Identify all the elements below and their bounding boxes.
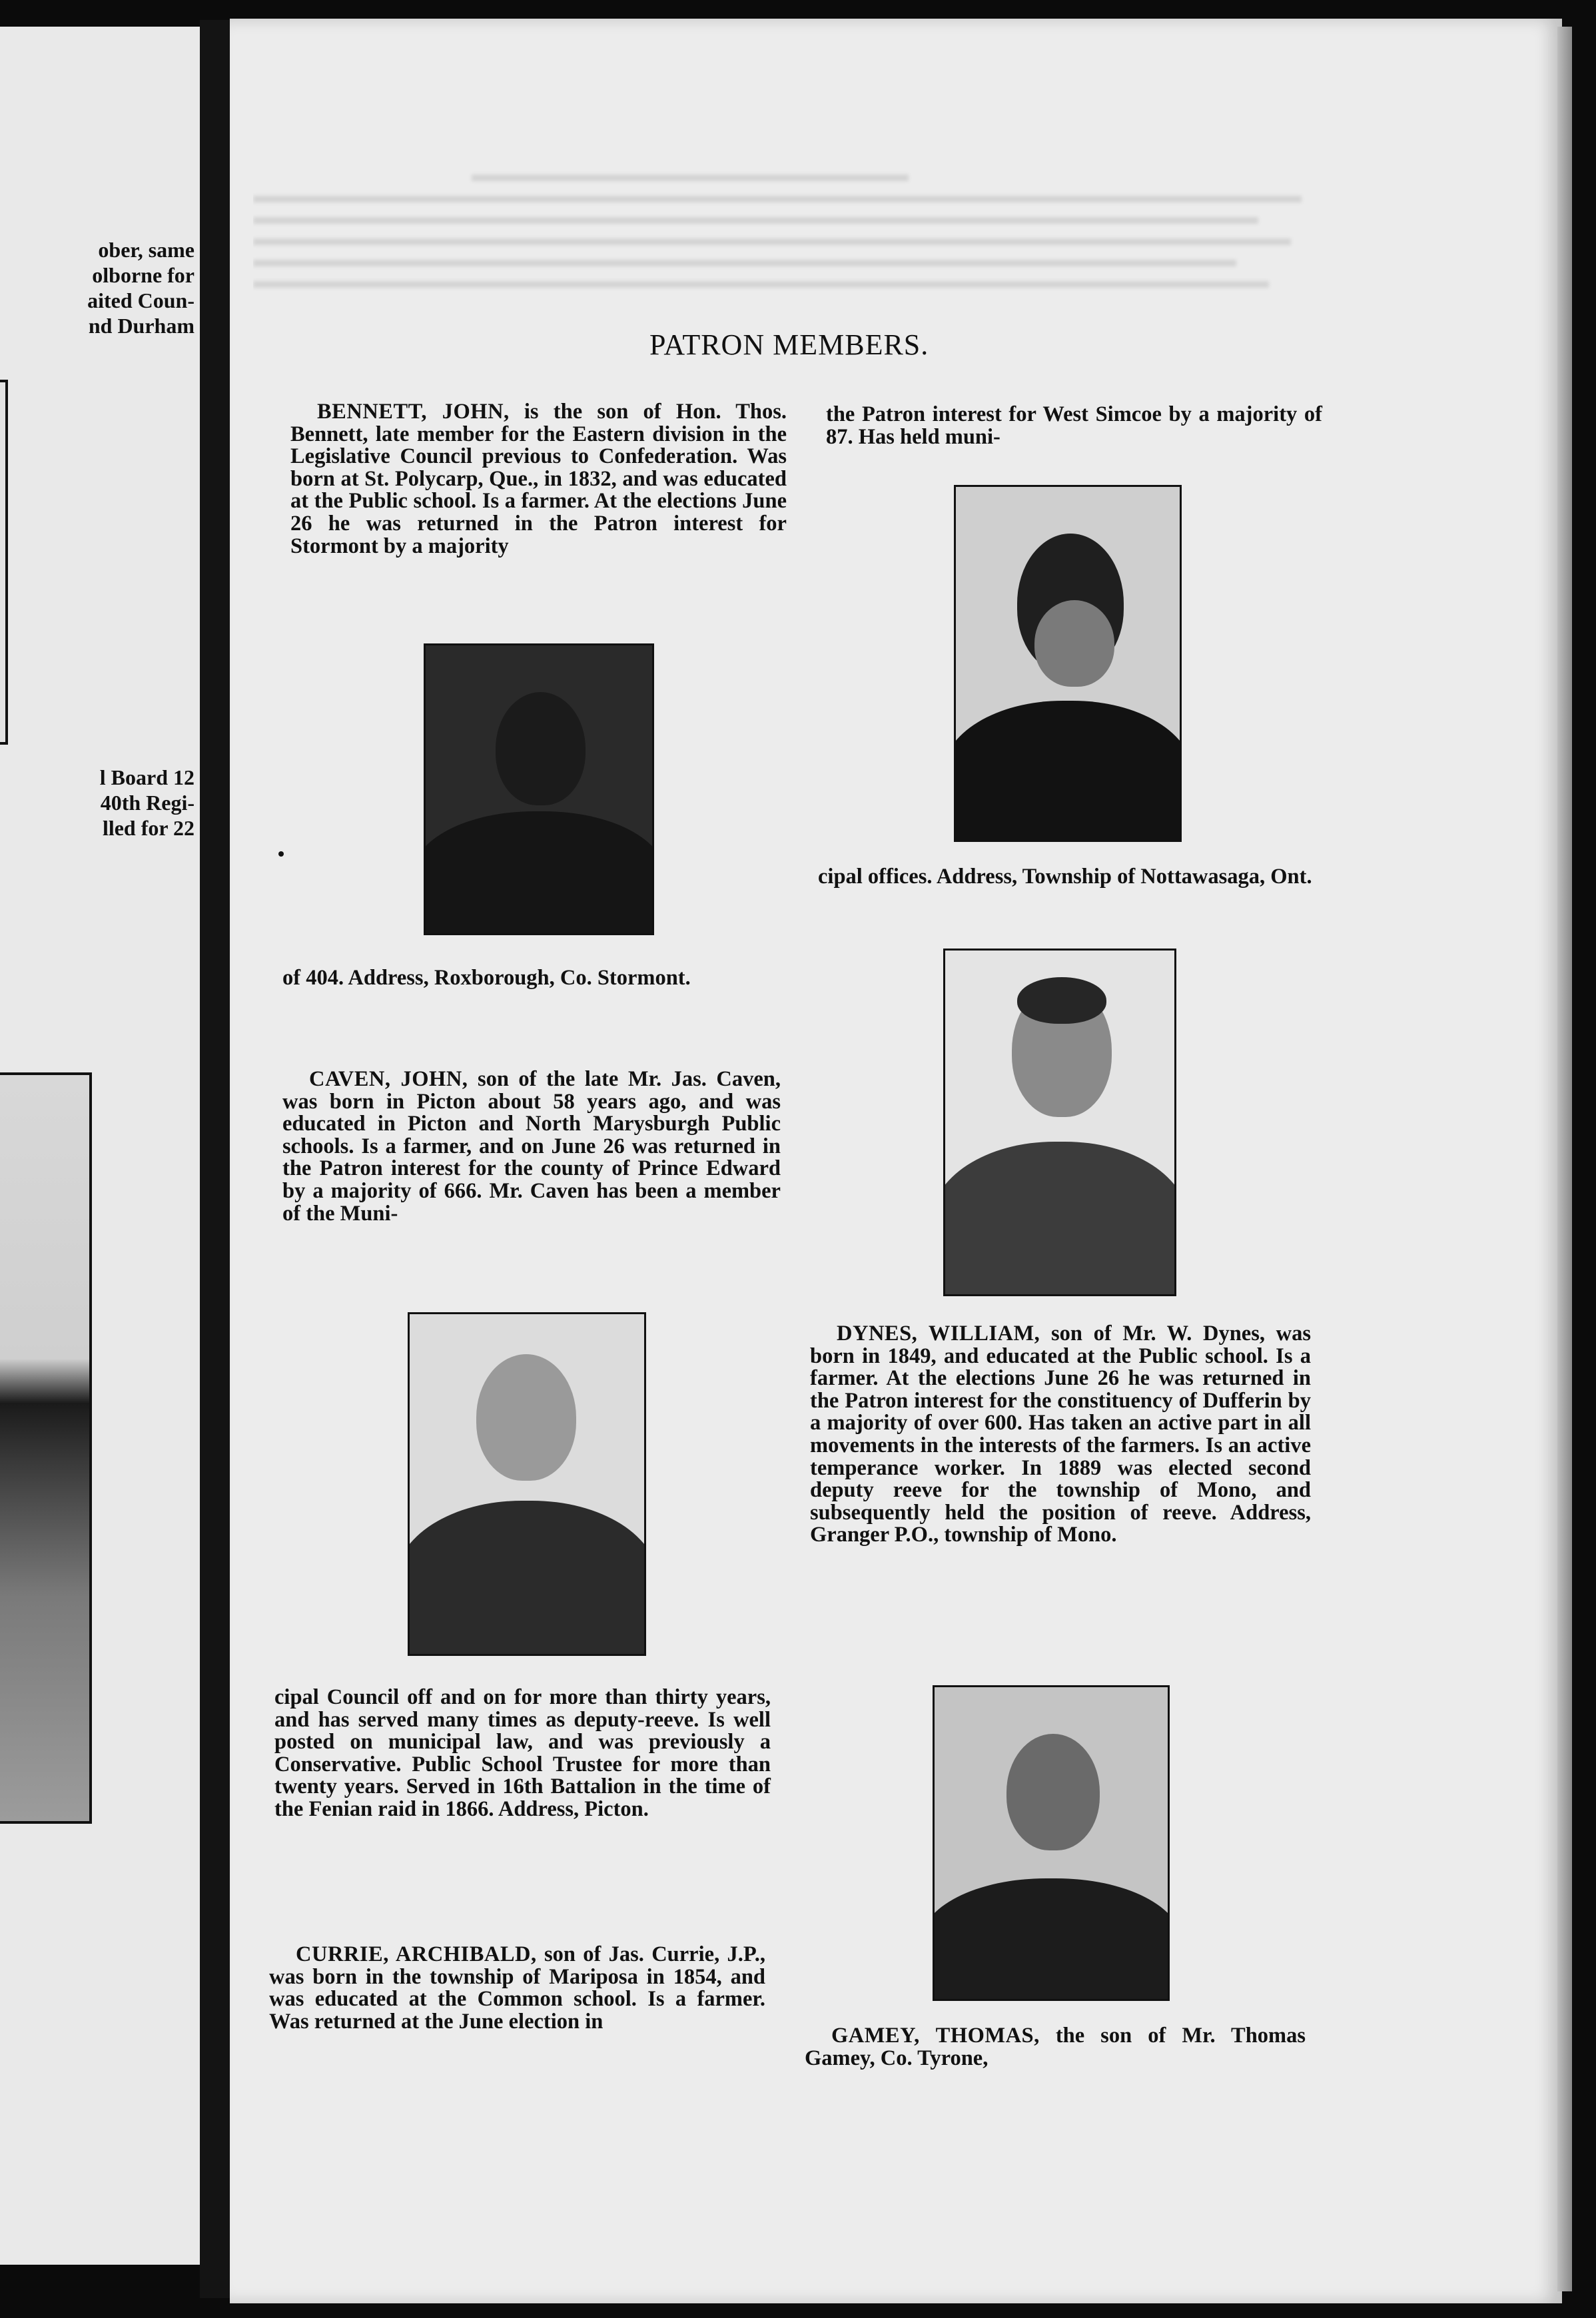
entry-text: of 404. Address, Roxborough, Co. Stormont.	[282, 966, 691, 990]
entry-text: the Patron interest for West Simcoe by a majority of 87. Has held muni-	[826, 402, 1322, 449]
entry-simcoe-part2	[818, 866, 1314, 889]
page-heading: PATRON MEMBERS.	[649, 328, 929, 361]
entry-text: son of the late Mr. Jas. Caven, was born in Picton about 58 years ago, and was educated in Picton and North Marysburgh Public schools. Is a farmer, and on June 26 was returned in the Patron interest for the county of Prince Edward by a majority of 666. Mr. Caven has been a member of the Muni-	[282, 1067, 781, 1226]
page-edge	[1557, 27, 1572, 2291]
entry-text: son of Jas. Currie, J.P., was born in the township of Mariposa in 1854, and was educated at the Common school. Is a farmer. Was returned at the June election in	[269, 1942, 766, 2034]
entry-name: CURRIE, ARCHIBALD,	[296, 1942, 537, 1966]
entry-dynes	[810, 1323, 1311, 1547]
entry-text: is the son of Hon. Thos. Bennett, late member for the Eastern division in the Legislative Council previous to Confederation. Was born at St. Polycarp, Que., in 1832, and was educated at the Public school. Is a farmer. At the elections June 26 he was returned in the Patron interest for Stormont by a majority	[290, 400, 787, 558]
entry-bennett-part1	[290, 401, 787, 558]
entry-name: DYNES, WILLIAM,	[837, 1322, 1040, 1346]
entry-text: son of Mr. W. Dynes, was born in 1849, and educated at the Public school. Is a farmer. At the elections June 26 he was returned in the Patron interest for the constituency of Dufferin by a majority of over 600. Has taken an active part in all movements in the interests of the farmers. Is an active temperance worker. In 1889 was elected second deputy reeve for the township of Mono, and subsequently held the position of reeve. Address, Granger P.O., township of Mono.	[810, 1322, 1312, 1547]
left-fragment-line: olborne for	[92, 263, 195, 287]
entry-caven-part1	[282, 1068, 781, 1225]
left-fragment-line: nd Durham	[88, 314, 195, 338]
entry-bennett-part2	[282, 967, 781, 990]
left-fragment-top	[0, 237, 195, 338]
entry-simcoe-part1	[826, 404, 1322, 448]
left-landscape-photo	[0, 1072, 92, 1824]
entry-caven-part2	[274, 1687, 771, 1821]
entry-name: GAMEY, THOMAS,	[831, 2024, 1040, 2048]
portrait-dynes	[943, 949, 1176, 1296]
left-fragment-line: lled for 22	[102, 816, 195, 840]
portrait-simcoe	[954, 485, 1182, 842]
left-fragment-line: l Board 12	[99, 765, 195, 789]
left-fragment-line: aited Coun-	[87, 288, 195, 312]
entry-name: CAVEN, JOHN,	[309, 1067, 468, 1091]
left-facing-page	[0, 27, 200, 2265]
entry-gamey	[805, 2025, 1306, 2070]
entry-currie	[269, 1944, 765, 2033]
portrait-caven	[408, 1312, 646, 1656]
entry-text: cipal Council off and on for more than thirty years, and has served many times as deputy-reeve. Is well posted on municipal law, and was previously a Conservative. Public School Trustee for more than twenty years. Served in 16th Battalion in the time of the Fenian raid in 1866. Address, Picton.	[274, 1685, 771, 1821]
portrait-gamey	[933, 1685, 1170, 2001]
entry-text: cipal offices. Address, Township of Nottawasaga, Ont.	[818, 865, 1312, 889]
entry-text: the son of Mr. Thomas Gamey, Co. Tyrone,	[805, 2024, 1306, 2070]
entry-name: BENNETT, JOHN,	[317, 400, 510, 424]
left-fragment-line: 40th Regi-	[100, 791, 195, 815]
left-fragment-middle	[0, 765, 195, 841]
book-spine	[200, 20, 233, 2298]
left-portrait-edge	[0, 380, 8, 745]
portrait-bennett	[424, 643, 654, 935]
print-speck	[278, 851, 284, 857]
left-fragment-line: ober, same	[98, 238, 195, 262]
